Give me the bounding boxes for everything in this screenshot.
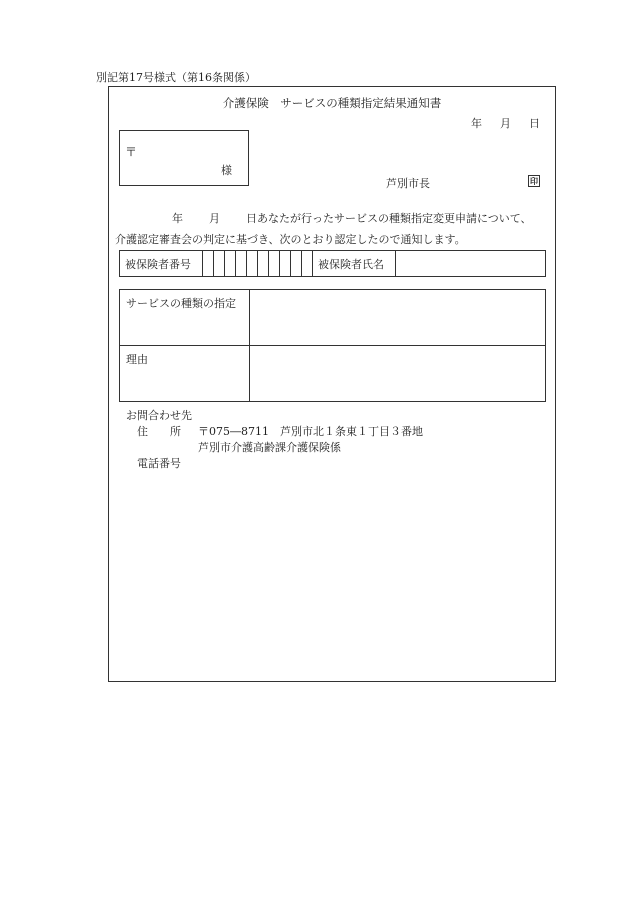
- insured-number-digit[interactable]: [269, 251, 280, 276]
- insured-number-digit[interactable]: [302, 251, 313, 276]
- insured-number-digit[interactable]: [203, 251, 214, 276]
- body-month-label: 月: [209, 212, 220, 225]
- seal-icon: 印: [530, 176, 538, 186]
- contact-department: 芦別市介護高齢課介護保険係: [198, 441, 341, 454]
- postal-mark-icon: 〒: [125, 145, 138, 159]
- body-line1-text: 日あなたが行ったサービスの種類指定変更申請について、: [246, 212, 532, 225]
- issuer-name: 芦別市長: [386, 177, 430, 190]
- insured-number-digit[interactable]: [236, 251, 247, 276]
- insured-number-digit[interactable]: [225, 251, 236, 276]
- date-month-label: 月: [500, 117, 511, 130]
- reason-label: 理由: [120, 346, 250, 401]
- insured-number-digit[interactable]: [214, 251, 225, 276]
- insured-number-label: 被保険者番号: [120, 251, 203, 276]
- date-day-label: 日: [529, 117, 540, 130]
- date-year-label: 年: [471, 117, 482, 130]
- result-detail-table: [119, 289, 546, 402]
- document-title: 介護保険 サービスの種類指定結果通知書: [222, 96, 442, 110]
- insured-info-row: [119, 250, 546, 277]
- address-label-part-1: 住: [137, 425, 148, 438]
- issue-date: [471, 115, 540, 131]
- recipient-honorific: 様: [221, 164, 232, 177]
- reason-row: [120, 346, 545, 401]
- service-type-row: [120, 290, 545, 346]
- body-text-line-2: 介護認定審査会の判定に基づき、次のとおり認定したので通知します。: [115, 233, 466, 246]
- contact-heading: お問合わせ先: [126, 409, 192, 422]
- insured-name-field[interactable]: [396, 251, 545, 276]
- service-type-label: サービスの種類の指定: [120, 290, 250, 345]
- contact-address-label: [137, 423, 181, 439]
- insured-name-label: 被保険者氏名: [313, 251, 396, 276]
- contact-address: 〒075―8711 芦別市北１条東１丁目３番地: [198, 425, 423, 438]
- body-year-label: 年: [172, 212, 183, 225]
- insured-number-digit[interactable]: [291, 251, 302, 276]
- body-text-line-1: [172, 210, 532, 226]
- form-number-header: 別記第17号様式（第16条関係）: [96, 71, 256, 84]
- insured-number-digit[interactable]: [247, 251, 258, 276]
- address-label-part-2: 所: [170, 425, 181, 438]
- insured-number-digit[interactable]: [258, 251, 269, 276]
- insured-number-digit[interactable]: [280, 251, 291, 276]
- contact-phone-label: 電話番号: [137, 457, 181, 470]
